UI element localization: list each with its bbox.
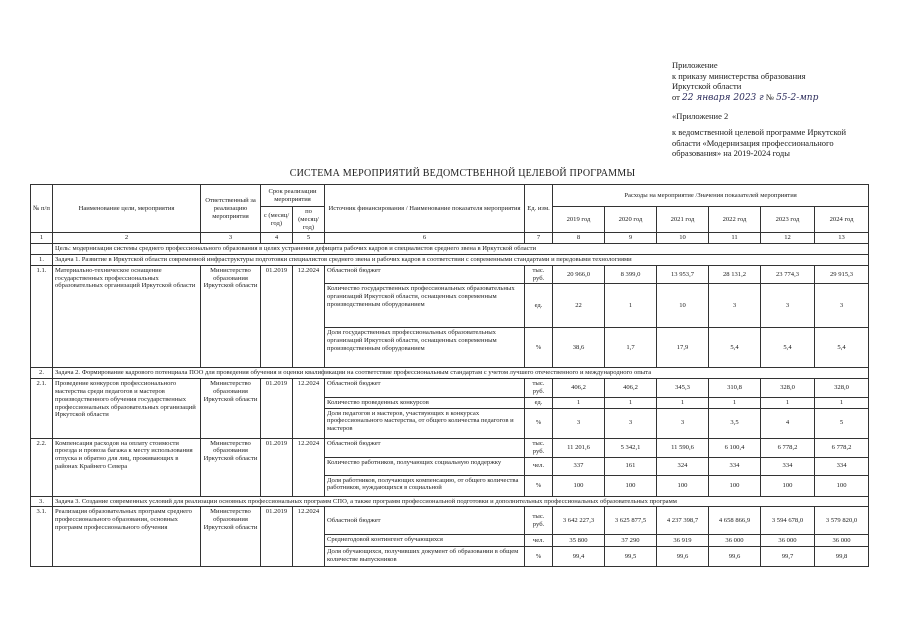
row-unit: чел. (525, 457, 553, 475)
activity-from: 01.2019 (261, 379, 293, 438)
row-unit: % (525, 475, 553, 496)
row-value: 22 (553, 284, 605, 328)
row-value: 1 (709, 397, 761, 408)
activity-num: 1.1. (31, 265, 53, 368)
activity-responsible: Министерство образования Иркутской области (201, 379, 261, 438)
row-value: 99,6 (657, 547, 709, 567)
header-source: Источник финансирования / Наименование показателя мероприятия (325, 185, 525, 233)
appendix2-line: образования» на 2019-2024 годы (672, 148, 790, 159)
activity-responsible: Министерство образования Иркутской области (201, 265, 261, 368)
row-source: Областной бюджет (325, 265, 525, 284)
row-value: 3 (709, 284, 761, 328)
header-year: 2023 год (761, 207, 815, 233)
row-value: 334 (709, 457, 761, 475)
task-text: Задача 1. Развитие в Иркутской области современной инфраструктуры подготовки специалистов среднего звена и рабочих кадров в соответствии с современными стандартами и передовыми технологиями (53, 254, 869, 265)
task-text: Задача 3. Создание современных условий для реализации основных профессиональных программ СПО, а также программ профессиональной подготовки и дополнительных профессиональных образовательных программ (53, 496, 869, 507)
row-source: Количество проведенных конкурсов (325, 397, 525, 408)
appendix2-line: к ведомственной целевой программе Иркутской (672, 126, 847, 137)
header-to: по (месяц/год) (293, 207, 325, 233)
header-year: 2020 год (605, 207, 657, 233)
activity-from: 01.2019 (261, 507, 293, 567)
task-row (31, 368, 869, 379)
header-expenses: Расходы на мероприятие /Значения показателей мероприятия (553, 185, 869, 207)
row-value: 100 (815, 475, 869, 496)
order-date-handwritten: 22 января 2023 г (681, 92, 764, 103)
col-number: 12 (761, 233, 815, 244)
row-unit: чел. (525, 535, 553, 547)
row-value: 406,2 (605, 379, 657, 398)
row-value: 99,5 (605, 547, 657, 567)
row-value: 1 (657, 397, 709, 408)
header-num: № п/п (31, 185, 53, 233)
document-title: СИСТЕМА МЕРОПРИЯТИЙ ВЕДОМСТВЕННОЙ ЦЕЛЕВОЙ ПРОГРАММЫ (289, 168, 636, 179)
row-value: 3 594 678,0 (761, 507, 815, 535)
row-value: 3 (657, 408, 709, 438)
col-number: 1 (31, 233, 53, 244)
row-value: 3,5 (709, 408, 761, 438)
col-number: 6 (325, 233, 525, 244)
order-no-prefix: № (765, 91, 774, 102)
row-value: 100 (761, 475, 815, 496)
row-value: 337 (553, 457, 605, 475)
row-value: 36 000 (709, 535, 761, 547)
row-value: 11 201,6 (553, 438, 605, 457)
row-unit: тыс. руб. (525, 265, 553, 284)
activity-to: 12.2024 (293, 379, 325, 438)
row-value: 100 (657, 475, 709, 496)
activity-name: Компенсация расходов на оплату стоимости проезда и провоза багажа к месту использования отпуска и обратно для лиц, проживающих в районах Крайнего Севера (53, 438, 201, 496)
row-value: 310,8 (709, 379, 761, 398)
row-value: 99,8 (815, 547, 869, 567)
row-value: 4 237 398,7 (657, 507, 709, 535)
activity-responsible: Министерство образования Иркутской области (201, 438, 261, 496)
task-num: 3. (31, 496, 53, 507)
order-line (672, 92, 897, 104)
header-name: Наименование цели, мероприятия (53, 185, 201, 233)
row-value: 10 (657, 284, 709, 328)
col-number: 13 (815, 233, 869, 244)
row-value: 5,4 (815, 328, 869, 368)
row-value: 38,6 (553, 328, 605, 368)
row-value: 345,3 (657, 379, 709, 398)
row-value: 3 (553, 408, 605, 438)
row-value: 3 (815, 284, 869, 328)
row-value: 3 579 820,0 (815, 507, 869, 535)
activities-table (30, 184, 869, 567)
row-value: 37 290 (605, 535, 657, 547)
col-number: 4 (261, 233, 293, 244)
row-value: 100 (553, 475, 605, 496)
header-unit: Ед. изм. (525, 185, 553, 233)
row-unit: % (525, 547, 553, 567)
appendix-header (672, 60, 897, 159)
column-number-row (31, 233, 869, 244)
row-unit: ед. (525, 397, 553, 408)
header-year: 2022 год (709, 207, 761, 233)
header-from: с (месяц/год) (261, 207, 293, 233)
col-number: 10 (657, 233, 709, 244)
table-row (31, 438, 869, 457)
activity-name: Реализация образовательных программ среднего профессионального образования, основных программ профессионального обучения (53, 507, 201, 567)
row-value: 1,7 (605, 328, 657, 368)
row-value: 1 (761, 397, 815, 408)
activity-responsible: Министерство образования Иркутской области (201, 507, 261, 567)
task-row (31, 496, 869, 507)
row-value: 28 131,2 (709, 265, 761, 284)
row-value: 328,0 (815, 379, 869, 398)
row-value: 328,0 (761, 379, 815, 398)
table-row (31, 379, 869, 398)
row-source: Среднегодовой контингент обучающихся (325, 535, 525, 547)
row-value: 334 (761, 457, 815, 475)
task-num: 2. (31, 368, 53, 379)
task-text: Задача 2. Формирование кадрового потенциала ПОО для проведения обучения и оценки квалификации на соответствие профессиональным стандартам с учетом лучшего отечественного и международного опыта (53, 368, 869, 379)
row-unit: тыс. руб. (525, 507, 553, 535)
activity-num: 3.1. (31, 507, 53, 567)
col-number: 5 (293, 233, 325, 244)
row-value: 5,4 (761, 328, 815, 368)
row-value: 6 778,2 (815, 438, 869, 457)
row-unit: % (525, 328, 553, 368)
row-value: 23 774,3 (761, 265, 815, 284)
header-period: Срок реализации мероприятия (261, 185, 325, 207)
task-num: 1. (31, 254, 53, 265)
row-value: 406,2 (553, 379, 605, 398)
activity-to: 12.2024 (293, 265, 325, 368)
row-value: 6 100,4 (709, 438, 761, 457)
row-value: 99,6 (709, 547, 761, 567)
table-row (31, 265, 869, 284)
col-number: 7 (525, 233, 553, 244)
col-number: 3 (201, 233, 261, 244)
row-value: 4 (761, 408, 815, 438)
appendix2-line: области «Модернизация профессионального (672, 137, 834, 148)
activity-name: Проведение конкурсов профессионального мастерства среди педагогов и мастеров производственного обучения государственных профессиональных образовательных организаций Иркутской области (53, 379, 201, 438)
row-value: 5 342,1 (605, 438, 657, 457)
row-unit: % (525, 408, 553, 438)
activity-name: Материально-техническое оснащение государственных профессиональных образовательных организаций Иркутской области (53, 265, 201, 368)
row-value: 1 (815, 397, 869, 408)
row-value: 1 (605, 397, 657, 408)
row-value: 6 778,2 (761, 438, 815, 457)
order-prefix: от (672, 91, 680, 102)
row-value: 17,9 (657, 328, 709, 368)
row-source: Количество государственных профессиональных образовательных организаций Иркутской области, оснащенных современным производственным оборудованием (325, 284, 525, 328)
appendix-line: к приказу министерства образования (672, 70, 806, 81)
row-source: Доля педагогов и мастеров, участвующих в конкурсах профессионального мастерства, от общего количества педагогов и мастеров (325, 408, 525, 438)
col-number: 11 (709, 233, 761, 244)
row-value: 3 (761, 284, 815, 328)
row-value: 36 000 (815, 535, 869, 547)
col-number: 9 (605, 233, 657, 244)
row-value: 5 (815, 408, 869, 438)
goal-text: Цель: модернизация системы среднего профессионального образования в целях устранения дефицита рабочих кадров и специалистов среднего звена в Иркутской области (53, 244, 869, 255)
row-value: 5,4 (709, 328, 761, 368)
activity-from: 01.2019 (261, 265, 293, 368)
appendix2-title: «Приложение 2 (672, 111, 729, 122)
row-value: 20 966,0 (553, 265, 605, 284)
row-value: 36 919 (657, 535, 709, 547)
appendix-line: Иркутской области (672, 81, 742, 92)
row-unit: тыс. руб. (525, 379, 553, 398)
row-value: 100 (709, 475, 761, 496)
row-value: 324 (657, 457, 709, 475)
row-value: 29 915,3 (815, 265, 869, 284)
row-unit: ед. (525, 284, 553, 328)
row-value: 13 953,7 (657, 265, 709, 284)
order-number-handwritten: 55-2-мпр (776, 92, 819, 103)
col-number: 2 (53, 233, 201, 244)
row-value: 11 590,6 (657, 438, 709, 457)
appendix-line: Приложение (672, 60, 718, 70)
row-value: 35 800 (553, 535, 605, 547)
row-value: 1 (605, 284, 657, 328)
row-value: 3 642 227,3 (553, 507, 605, 535)
row-source: Областной бюджет (325, 379, 525, 398)
row-value: 8 399,0 (605, 265, 657, 284)
activity-to: 12.2024 (293, 438, 325, 496)
header-year: 2024 год (815, 207, 869, 233)
row-source: Доля обучающихся, получивших документ об образовании в общем количестве выпускников (325, 547, 525, 567)
activity-to: 12.2024 (293, 507, 325, 567)
activity-num: 2.2. (31, 438, 53, 496)
row-source: Областной бюджет (325, 507, 525, 535)
table-row (31, 507, 869, 535)
row-value: 1 (553, 397, 605, 408)
activity-num: 2.1. (31, 379, 53, 438)
row-value: 100 (605, 475, 657, 496)
goal-row (31, 244, 869, 255)
activity-from: 01.2019 (261, 438, 293, 496)
row-value: 3 (605, 408, 657, 438)
row-source: Количество работников, получающих социальную поддержку (325, 457, 525, 475)
header-year: 2019 год (553, 207, 605, 233)
row-value: 99,4 (553, 547, 605, 567)
header-responsible: Ответственный за реализацию мероприятия (201, 185, 261, 233)
col-number: 8 (553, 233, 605, 244)
row-source: Областной бюджет (325, 438, 525, 457)
task-row (31, 254, 869, 265)
row-unit: тыс. руб. (525, 438, 553, 457)
row-source: Доля работников, получающих компенсацию, от общего количества работников, нуждающихся в социальной (325, 475, 525, 496)
row-value: 161 (605, 457, 657, 475)
row-value: 4 658 866,9 (709, 507, 761, 535)
row-value: 99,7 (761, 547, 815, 567)
row-value: 334 (815, 457, 869, 475)
row-source: Доля государственных профессиональных образовательных организаций Иркутской области, оснащенных современным производственным оборудованием (325, 328, 525, 368)
header-year: 2021 год (657, 207, 709, 233)
row-value: 36 000 (761, 535, 815, 547)
row-value: 3 625 877,5 (605, 507, 657, 535)
